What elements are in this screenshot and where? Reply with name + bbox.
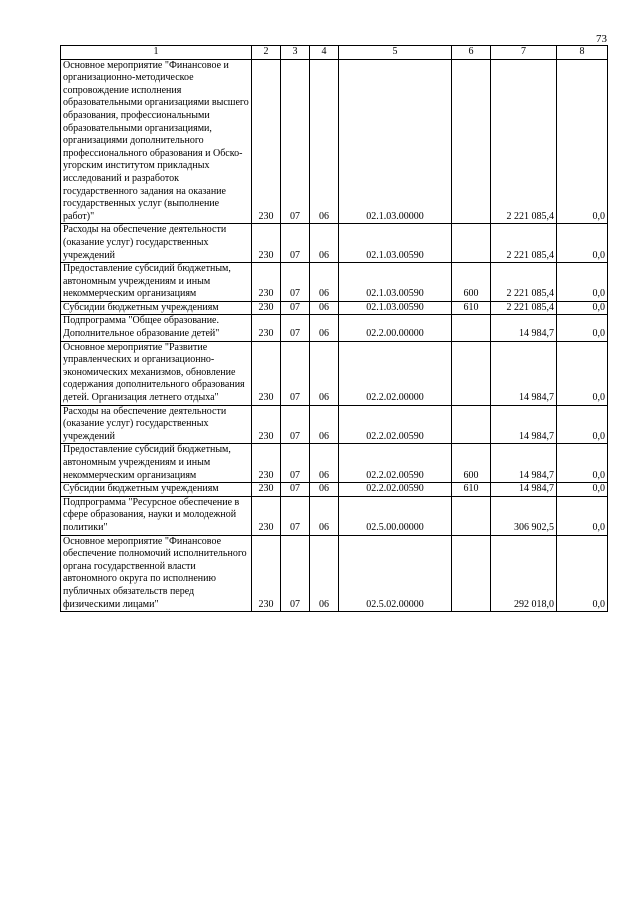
table-row <box>61 444 608 483</box>
subsection-code: 06 <box>310 496 339 535</box>
expense-type-code: 610 <box>452 301 491 315</box>
expense-type-code <box>452 224 491 263</box>
item-name: Основное мероприятие "Финансовое обеспечение полномочий исполнительного органа государственной власти автономного округа по исполнению публичных обязательств перед физическими лицами" <box>61 535 252 612</box>
table-row <box>61 263 608 302</box>
amount-federal: 0,0 <box>557 59 608 224</box>
section-code: 07 <box>281 444 310 483</box>
ministry-code: 230 <box>252 444 281 483</box>
amount-federal: 0,0 <box>557 535 608 612</box>
ministry-code: 230 <box>252 301 281 315</box>
target-article-code: 02.1.03.00590 <box>339 263 452 302</box>
header-row <box>61 46 608 60</box>
expense-type-code <box>452 315 491 341</box>
ministry-code: 230 <box>252 59 281 224</box>
amount-federal: 0,0 <box>557 301 608 315</box>
target-article-code: 02.2.02.00590 <box>339 405 452 444</box>
item-name: Предоставление субсидий бюджетным, автономным учреждениям и иным некоммерческим организациям <box>61 444 252 483</box>
amount: 14 984,7 <box>491 483 557 497</box>
table-row <box>61 59 608 224</box>
amount-federal: 0,0 <box>557 341 608 405</box>
section-code: 07 <box>281 59 310 224</box>
section-code: 07 <box>281 224 310 263</box>
section-code: 07 <box>281 535 310 612</box>
item-name: Расходы на обеспечение деятельности (оказание услуг) государственных учреждений <box>61 224 252 263</box>
section-code: 07 <box>281 341 310 405</box>
expense-type-code <box>452 59 491 224</box>
amount-federal: 0,0 <box>557 405 608 444</box>
subsection-code: 06 <box>310 444 339 483</box>
amount-federal: 0,0 <box>557 315 608 341</box>
expense-type-code: 610 <box>452 483 491 497</box>
table-row <box>61 224 608 263</box>
column-header: 3 <box>281 46 310 60</box>
table-row <box>61 341 608 405</box>
amount: 2 221 085,4 <box>491 59 557 224</box>
subsection-code: 06 <box>310 224 339 263</box>
expense-type-code <box>452 535 491 612</box>
table-row <box>61 315 608 341</box>
target-article-code: 02.2.02.00000 <box>339 341 452 405</box>
expense-type-code: 600 <box>452 263 491 302</box>
amount-federal: 0,0 <box>557 483 608 497</box>
section-code: 07 <box>281 301 310 315</box>
target-article-code: 02.2.02.00590 <box>339 444 452 483</box>
subsection-code: 06 <box>310 535 339 612</box>
page-number: 73 <box>596 33 607 45</box>
item-name: Субсидии бюджетным учреждениям <box>61 483 252 497</box>
expense-type-code: 600 <box>452 444 491 483</box>
column-header: 6 <box>452 46 491 60</box>
section-code: 07 <box>281 483 310 497</box>
section-code: 07 <box>281 315 310 341</box>
subsection-code: 06 <box>310 315 339 341</box>
amount-federal: 0,0 <box>557 496 608 535</box>
subsection-code: 06 <box>310 341 339 405</box>
target-article-code: 02.1.03.00000 <box>339 59 452 224</box>
ministry-code: 230 <box>252 496 281 535</box>
table-row <box>61 405 608 444</box>
budget-table <box>60 45 608 612</box>
column-header: 8 <box>557 46 608 60</box>
column-header: 2 <box>252 46 281 60</box>
amount: 14 984,7 <box>491 444 557 483</box>
amount: 2 221 085,4 <box>491 224 557 263</box>
section-code: 07 <box>281 263 310 302</box>
target-article-code: 02.1.03.00590 <box>339 301 452 315</box>
column-header: 7 <box>491 46 557 60</box>
item-name: Основное мероприятие "Развитие управленческих и организационно-экономических механизмов, обновление содержания дополнительного образования детей. Организация летнего отдыха" <box>61 341 252 405</box>
ministry-code: 230 <box>252 315 281 341</box>
subsection-code: 06 <box>310 483 339 497</box>
amount-federal: 0,0 <box>557 263 608 302</box>
target-article-code: 02.2.00.00000 <box>339 315 452 341</box>
target-article-code: 02.2.02.00590 <box>339 483 452 497</box>
subsection-code: 06 <box>310 263 339 302</box>
table-row <box>61 483 608 497</box>
target-article-code: 02.5.02.00000 <box>339 535 452 612</box>
amount-federal: 0,0 <box>557 444 608 483</box>
item-name: Предоставление субсидий бюджетным, автономным учреждениям и иным некоммерческим организациям <box>61 263 252 302</box>
table-row <box>61 535 608 612</box>
expense-type-code <box>452 496 491 535</box>
amount: 14 984,7 <box>491 405 557 444</box>
ministry-code: 230 <box>252 263 281 302</box>
expense-type-code <box>452 405 491 444</box>
amount: 14 984,7 <box>491 341 557 405</box>
column-header: 1 <box>61 46 252 60</box>
target-article-code: 02.1.03.00590 <box>339 224 452 263</box>
item-name: Расходы на обеспечение деятельности (оказание услуг) государственных учреждений <box>61 405 252 444</box>
amount: 2 221 085,4 <box>491 301 557 315</box>
subsection-code: 06 <box>310 59 339 224</box>
subsection-code: 06 <box>310 301 339 315</box>
ministry-code: 230 <box>252 224 281 263</box>
item-name: Субсидии бюджетным учреждениям <box>61 301 252 315</box>
amount: 2 221 085,4 <box>491 263 557 302</box>
item-name: Подпрограмма "Ресурсное обеспечение в сфере образования, науки и молодежной политики" <box>61 496 252 535</box>
table-row <box>61 496 608 535</box>
item-name: Основное мероприятие "Финансовое и организационно-методическое сопровождение исполнения образовательными организациями высшего образования, профессиональными образовательными организациями, организациями дополнительного профессионального образования и Обско-угорским институтом прикладных исследований и разработок государственного задания на оказание государственных услуг (выполнение работ)" <box>61 59 252 224</box>
column-header: 4 <box>310 46 339 60</box>
item-name: Подпрограмма "Общее образование. Дополнительное образование детей" <box>61 315 252 341</box>
ministry-code: 230 <box>252 535 281 612</box>
amount: 292 018,0 <box>491 535 557 612</box>
section-code: 07 <box>281 405 310 444</box>
amount: 306 902,5 <box>491 496 557 535</box>
ministry-code: 230 <box>252 341 281 405</box>
expense-type-code <box>452 341 491 405</box>
target-article-code: 02.5.00.00000 <box>339 496 452 535</box>
table-row <box>61 301 608 315</box>
subsection-code: 06 <box>310 405 339 444</box>
ministry-code: 230 <box>252 483 281 497</box>
amount: 14 984,7 <box>491 315 557 341</box>
amount-federal: 0,0 <box>557 224 608 263</box>
column-header: 5 <box>339 46 452 60</box>
section-code: 07 <box>281 496 310 535</box>
ministry-code: 230 <box>252 405 281 444</box>
